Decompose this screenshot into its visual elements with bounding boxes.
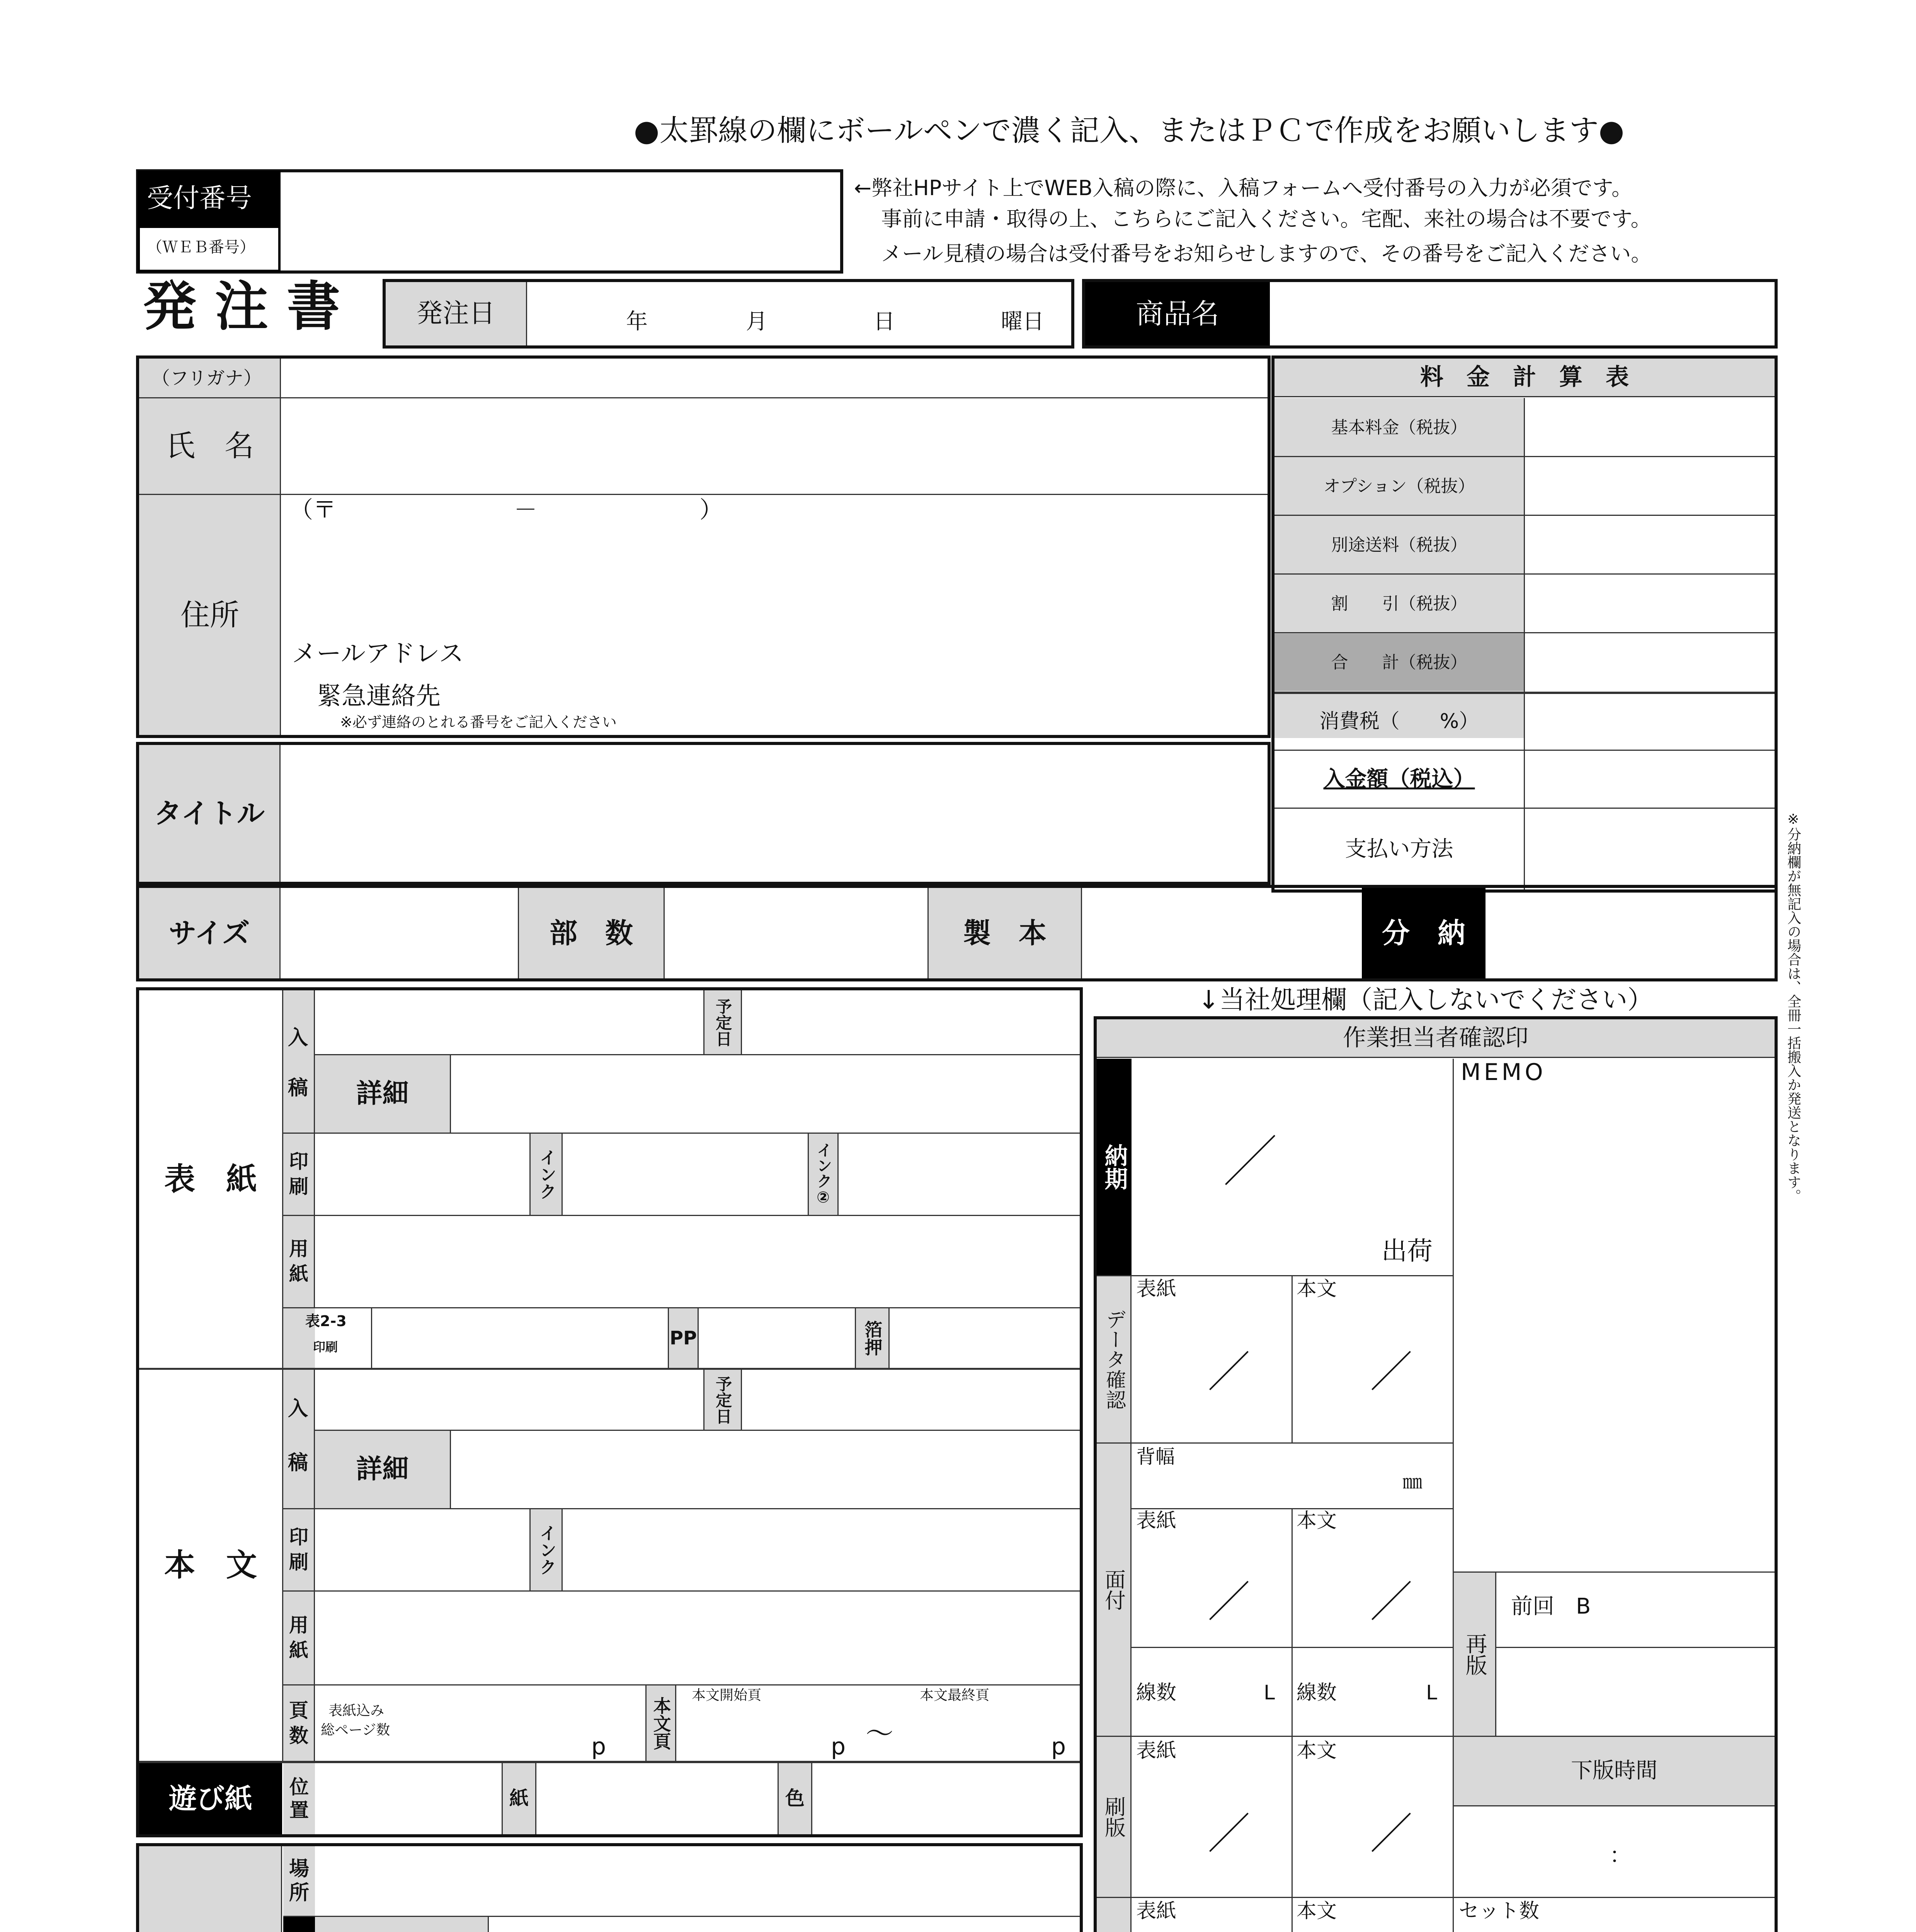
reception-number-field[interactable] [282,172,840,270]
deadline-label: 納期 [1097,1059,1132,1275]
endpaper-paper-field[interactable] [538,1763,778,1834]
name-label: 氏 名 [166,429,254,463]
deposit-label: 入金額（税込） [1323,766,1475,792]
cover-p23-label: 表2-3 [305,1313,347,1330]
cover-submit-date-field[interactable] [316,990,703,1054]
address-label: 住所 [180,598,239,633]
size-label: サイズ [139,888,281,978]
reception-note-3: メール見積の場合は受付番号をお知らせしますので、その番号をご記入ください。 [881,242,1652,266]
endpaper-paper-label: 紙 [502,1763,536,1834]
plate-label: 刷版 [1097,1737,1132,1897]
split-delivery-field[interactable] [1487,888,1775,978]
body-ink-field[interactable] [564,1509,1080,1590]
ship-label: 出荷 [1382,1236,1433,1266]
reception-note-1: ←弊社HPサイト上でWEB入稿の際に、入稿フォームへ受付番号の入力が必須です。 [854,176,1633,200]
cover-paper-label: 用紙 [289,1238,308,1285]
deposit-field[interactable] [1526,751,1774,808]
body-label: 本 文 [164,1547,257,1583]
range-tilde: ～ [866,1717,894,1750]
cover-print-field[interactable] [316,1134,529,1215]
binding-label: 製 本 [927,888,1082,978]
body-submit-date-field[interactable] [316,1370,703,1430]
basic-fee-label: 基本料金（税抜） [1331,417,1467,437]
total-pages-label: 総ページ数 [321,1722,390,1738]
office-header: ↓当社処理欄（記入しないでください） [1198,985,1653,1015]
divider [1097,1897,1775,1898]
cover-ink2-label: インク② [808,1134,839,1215]
total-label: 合 計（税抜） [1331,652,1467,672]
cover-due-label: 予定日 [703,990,742,1054]
size-field[interactable] [282,888,518,978]
print-body-label: 本文 [1297,1900,1337,1923]
divider [1453,1571,1775,1573]
lines-cover-unit: L [1264,1681,1275,1704]
month-label: 月 [746,309,767,334]
furigana-label: （フリガナ） [151,367,262,389]
cover-pp-label: PP [668,1308,699,1368]
payment-method-field[interactable] [1526,809,1774,889]
cover-foil-field[interactable] [891,1308,1080,1368]
data-body-label: 本文 [1297,1277,1337,1301]
cover-print-label: 印刷 [289,1150,308,1198]
split-note: ※分納欄が無記入の場合は、全冊一括搬入か発送となります。 [1785,811,1801,1203]
body-due-label: 予定日 [703,1370,742,1430]
print-cover-label: 表紙 [1136,1900,1177,1923]
option-fee-label: オプション（税抜） [1323,476,1475,496]
cover-ink-field[interactable] [564,1134,808,1215]
discount-field[interactable] [1526,576,1774,632]
lines-body-unit: L [1426,1681,1437,1704]
cover-due-field[interactable] [744,990,1080,1054]
postal-close: ） [699,497,723,524]
spine-unit: ㎜ [1403,1471,1422,1493]
impo-body-label: 本文 [1297,1509,1337,1532]
cover-label: 表 紙 [164,1161,257,1197]
body-end-label: 本文最終頁 [920,1687,990,1703]
delivery-date-field[interactable] [490,1917,1080,1932]
furigana-field[interactable] [282,360,1268,396]
title-label: タイトル [139,745,281,882]
reprint-label: 再版 [1454,1573,1496,1736]
memo-label-office: MEMO [1461,1059,1546,1086]
product-name-field[interactable] [1271,282,1775,345]
divider [1274,515,1775,516]
cover-ko: 稿 [288,1077,308,1100]
tax-label: 消費税（ %） [1319,710,1479,733]
cover-foil-label: 箔押 [855,1308,890,1368]
imposition-label: 面付 [1097,1444,1132,1736]
body-start-label: 本文開始頁 [692,1687,762,1703]
order-date-label: 発注日 [386,282,527,345]
body-ink-label: インク [529,1509,563,1590]
lines-cover-label: 線数 [1136,1681,1177,1704]
payment-method-label: 支払い方法 [1345,836,1453,862]
title-field[interactable] [282,745,1268,882]
endpaper-color-field[interactable] [814,1763,1080,1834]
plate-cover-label: 表紙 [1136,1739,1177,1762]
cover-p23-sub: 印刷 [313,1340,338,1354]
divider [371,1308,372,1368]
previous-label: 前回 B [1511,1594,1591,1619]
body-start-unit: p [831,1733,846,1760]
email-label: メールアドレス [292,639,464,668]
page-title: 発 注 書 [143,276,340,338]
divider [1292,1276,1293,1442]
reception-number-label: 受付番号 [147,183,252,214]
incl-cover-label: 表紙込み [328,1703,385,1719]
cover-ink2-field[interactable] [840,1134,1080,1215]
plate-time-label: 下版時間 [1454,1737,1775,1806]
plate-time-colon: ： [1610,1843,1631,1868]
spine-label: 背幅 [1136,1446,1175,1468]
cover-ink-label: インク [529,1134,563,1215]
instruction-notice: ●太罫線の欄にボールペンで濃く記入、またはＰＣで作成をお願いします● [634,113,1625,148]
name-field[interactable] [282,399,1268,493]
divider [139,494,1268,495]
divider [1097,1275,1453,1276]
postal-open: （〒 [290,497,336,524]
product-name-label: 商品名 [1085,282,1270,345]
emergency-contact-label: 緊急連絡先 [317,682,441,711]
body-paper-label: 用紙 [289,1614,308,1662]
delivery-place-label: 場所 [283,1846,315,1916]
lines-body-label: 線数 [1297,1681,1337,1704]
address-field[interactable] [282,526,1268,634]
body-pages-label: 頁数 [289,1699,308,1747]
cover-p23-field[interactable] [373,1308,667,1368]
day-label: 日 [873,309,895,334]
impo-cover-label: 表紙 [1136,1509,1177,1532]
shipping-fee-field[interactable] [1526,517,1774,573]
delivery-detail-label [283,1917,315,1932]
postal-dash: － [514,497,537,524]
body-due-field[interactable] [744,1370,1080,1430]
copies-label: 部 数 [518,888,665,978]
divider [1292,1898,1293,1932]
sets-label: セット数 [1459,1900,1540,1923]
order-date-field[interactable] [529,282,1071,345]
divider [1274,456,1775,457]
total-field[interactable] [1526,634,1774,691]
body-detail-field[interactable] [452,1431,1080,1508]
divider [283,1684,1080,1685]
shipping-fee-label: 別途送料（税抜） [1331,535,1467,555]
total-pages-unit: p [591,1733,606,1760]
binding-field[interactable] [1084,888,1362,978]
divider [1292,1737,1293,1897]
year-label: 年 [626,309,648,334]
cover-detail-label: 詳細 [315,1055,451,1133]
body-pages-section-label: 本文頁 [645,1685,676,1761]
body-print-label: 印刷 [289,1526,308,1573]
tax-field[interactable] [1526,694,1774,750]
reception-sub-label: （ＷＥＢ番号） [147,238,255,256]
body-ko: 稿 [288,1451,308,1475]
delivery-date-label [315,1917,489,1932]
data-cover-label: 表紙 [1136,1277,1177,1301]
body-paper-field[interactable] [316,1592,1080,1684]
discount-label: 割 引（税抜） [1331,594,1467,614]
option-fee-field[interactable] [1526,458,1774,515]
body-end-unit: p [1051,1733,1066,1760]
divider [139,397,1268,398]
divider [1132,1647,1453,1648]
divider [1274,573,1775,575]
cover-detail-field[interactable] [452,1055,1080,1133]
endpaper-position-field[interactable] [316,1763,502,1834]
office-confirm-header: 作業担当者確認印 [1097,1019,1775,1058]
delivery-label [139,1846,282,1932]
cover-pp-field[interactable] [700,1308,855,1368]
reception-note-2: 事前に申請・取得の上、こちらにご記入ください。宅配、来社の場合は不要です。 [881,207,1652,231]
printing-label [1097,1898,1132,1932]
data-check-label: データ確認 [1097,1276,1132,1442]
endpaper-label: 遊び紙 [139,1763,282,1834]
fee-table-header: 料 金 計 算 表 [1274,359,1775,397]
cover-paper-field[interactable] [316,1216,1080,1307]
body-nyu: 入 [288,1397,308,1420]
split-delivery-label: 分 納 [1362,888,1485,978]
endpaper-position-label: 位置 [283,1763,315,1834]
divider [1292,1509,1293,1736]
body-print-field[interactable] [316,1509,529,1590]
divider [314,1685,315,1761]
weekday-label: 曜日 [1001,309,1044,334]
plate-body-label: 本文 [1297,1739,1337,1762]
emergency-note: ※必ず連絡のとれる番号をご記入ください [340,714,617,731]
divider [1274,632,1775,633]
body-detail-label: 詳細 [315,1431,451,1508]
cover-nyu: 入 [288,1026,308,1049]
divider [1524,738,1525,889]
endpaper-color-label: 色 [778,1763,812,1834]
basic-fee-field[interactable] [1526,400,1774,456]
copies-field[interactable] [666,888,927,978]
delivery-place-field[interactable] [316,1846,1080,1916]
divider [1097,1442,1453,1444]
divider [1496,1647,1775,1648]
